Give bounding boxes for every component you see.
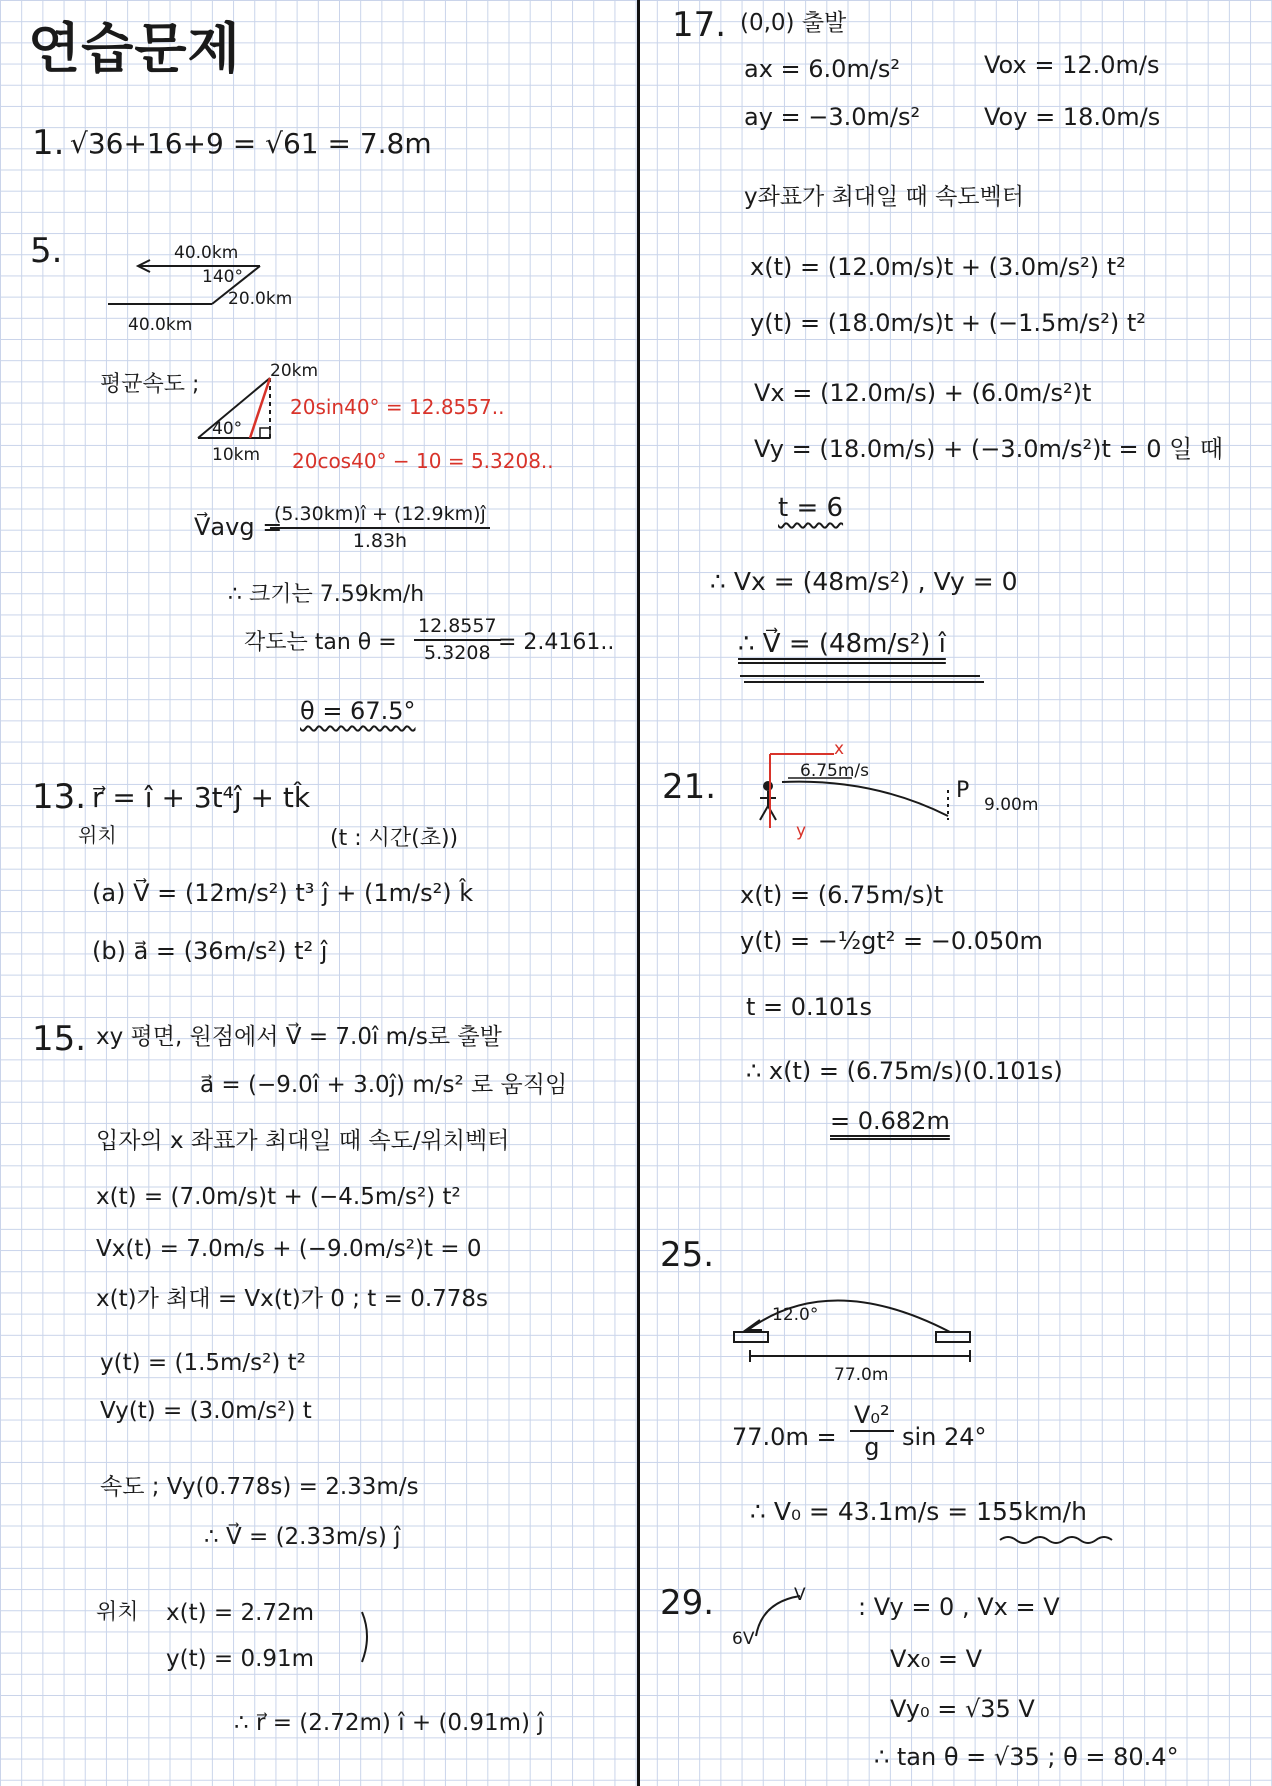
problem-25-numerator: V₀² bbox=[850, 1402, 894, 1432]
problem-15-xpos: x(t) = 2.72m bbox=[166, 1600, 315, 1626]
problem-15-ypos: y(t) = 0.91m bbox=[166, 1646, 315, 1672]
problem-21-result: = 0.682m bbox=[830, 1107, 950, 1135]
problem-17-result-1: ∴ Vx = (48m/s²) , Vy = 0 bbox=[710, 567, 1018, 596]
page-title: 연습문제 bbox=[28, 17, 241, 80]
problem-29-line4: ∴ tan θ = √35 ; θ = 80.4° bbox=[874, 1743, 1179, 1771]
brace-icon bbox=[358, 1608, 378, 1668]
axis-y-label: y bbox=[796, 821, 807, 841]
vavg-lhs: V⃗avg = bbox=[194, 513, 283, 541]
problem-21-speed-label: 6.75m/s bbox=[800, 761, 869, 781]
problem-13-position-label: 위치 bbox=[78, 823, 117, 847]
problem-21-projectile-figure bbox=[752, 740, 962, 840]
avg-velocity-label: 평균속도 ; bbox=[100, 372, 200, 397]
problem-13-part-a: (a) V⃗ = (12m/s²) t³ ĵ + (1m/s²) k̂ bbox=[92, 879, 474, 907]
red-annotation-2: 20cos40° − 10 = 5.3208.. bbox=[292, 449, 554, 473]
fig-label-angle: 140° bbox=[202, 267, 243, 287]
problem-17-ay: ay = −3.0m/s² bbox=[744, 103, 921, 131]
answer-underline-wavy bbox=[998, 1534, 1128, 1546]
problem-17-yt: y(t) = (18.0m/s)t + (−1.5m/s²) t² bbox=[750, 309, 1146, 337]
direction-numerator: 12.8557 bbox=[414, 616, 501, 641]
vavg-denominator: 1.83h bbox=[352, 529, 408, 552]
problem-17-result-2: ∴ V⃗ = (48m/s²) î bbox=[738, 629, 946, 659]
problem-21-number: 21. bbox=[662, 767, 717, 807]
problem-15-yt: y(t) = (1.5m/s²) t² bbox=[100, 1350, 306, 1376]
problem-25-launch-figure bbox=[730, 1280, 1000, 1370]
problem-15-xt: x(t) = (7.0m/s)t + (−4.5m/s²) t² bbox=[96, 1184, 461, 1210]
problem-15-line3: 입자의 x 좌표가 최대일 때 속도/위치벡터 bbox=[96, 1128, 510, 1154]
problem-15-line2: a⃗ = (−9.0î + 3.0ĵ) m/s² 로 움직임 bbox=[200, 1072, 568, 1098]
problem-13-time-note: (t : 시간(초)) bbox=[330, 826, 459, 851]
problem-25-denominator: g bbox=[864, 1433, 880, 1462]
fig-label-bottom: 40.0km bbox=[128, 315, 193, 335]
problem-21-calc: ∴ x(t) = (6.75m/s)(0.101s) bbox=[746, 1057, 1063, 1085]
direction-fraction bbox=[414, 616, 501, 664]
problem-15-vyt: Vy(t) = (3.0m/s²) t bbox=[100, 1398, 312, 1424]
problem-17-xt: x(t) = (12.0m/s)t + (3.0m/s²) t² bbox=[750, 253, 1126, 281]
direction-denominator: 5.3208 bbox=[424, 641, 491, 664]
problem-15-position-vector: ∴ r⃗ = (2.72m) î + (0.91m) ĵ bbox=[234, 1710, 544, 1736]
problem-13-number: 13. bbox=[32, 777, 87, 817]
problem-29-line3: Vy₀ = √35 V bbox=[890, 1695, 1035, 1723]
problem-13-equation: r⃗ = î + 3t⁴ĵ + tk̂ bbox=[92, 781, 311, 814]
problem-29-line1: : Vy = 0 , Vx = V bbox=[858, 1593, 1060, 1621]
problem-17-vy: Vy = (18.0m/s) + (−3.0m/s²)t = 0 일 때 bbox=[754, 435, 1224, 463]
problem-17-vx: Vx = (12.0m/s) + (6.0m/s²)t bbox=[754, 379, 1092, 407]
direction-result: = 2.4161.. bbox=[498, 630, 615, 655]
problem-17-voy: Voy = 18.0m/s bbox=[984, 103, 1161, 131]
problem-25-number: 25. bbox=[660, 1235, 715, 1275]
problem-17-start: (0,0) 출발 bbox=[740, 10, 847, 36]
direction-prefix: 각도는 tan θ = bbox=[244, 630, 397, 655]
magnitude-line: ∴ 크기는 7.59km/h bbox=[228, 582, 425, 607]
problem-21-distance: 9.00m bbox=[984, 795, 1039, 815]
problem-21-xt: x(t) = (6.75m/s)t bbox=[740, 881, 944, 909]
theta-answer: θ = 67.5° bbox=[300, 697, 416, 725]
problem-29-line2: Vx₀ = V bbox=[890, 1645, 983, 1673]
vavg-fraction bbox=[270, 504, 490, 552]
problem-25-eq-lhs: 77.0m = bbox=[732, 1423, 837, 1451]
problem-17-vox: Vox = 12.0m/s bbox=[984, 51, 1160, 79]
problem-29-v-label: V bbox=[794, 1585, 806, 1605]
tri-label-hyp: 20km bbox=[270, 361, 319, 381]
point-p-label: P bbox=[956, 778, 970, 803]
fig-label-side: 20.0km bbox=[228, 289, 293, 309]
problem-15-vxt: Vx(t) = 7.0m/s + (−9.0m/s²)t = 0 bbox=[96, 1236, 482, 1262]
fig-label-top: 40.0km bbox=[174, 243, 239, 263]
red-annotation-1: 20sin40° = 12.8557.. bbox=[290, 395, 505, 419]
problem-21-t: t = 0.101s bbox=[746, 993, 872, 1021]
problem-29-6v-label: 6V bbox=[732, 1629, 755, 1649]
vavg-numerator: (5.30km)î + (12.9km)ĵ bbox=[270, 504, 490, 529]
problem-25-fraction bbox=[850, 1402, 894, 1461]
problem-15-position-label: 위치 bbox=[96, 1600, 139, 1625]
problem-25-result: ∴ V₀ = 43.1m/s = 155km/h bbox=[750, 1497, 1087, 1526]
problem-1-expression: √36+16+9 = √61 = 7.8m bbox=[70, 127, 432, 160]
problem-15-xmax: x(t)가 최대 = Vx(t)가 0 ; t = 0.778s bbox=[96, 1286, 489, 1312]
problem-5-number: 5. bbox=[30, 231, 63, 271]
tri-label-angle: 40° bbox=[212, 419, 243, 439]
problem-25-eq-rhs: sin 24° bbox=[902, 1423, 987, 1451]
problem-21-yt: y(t) = −½gt² = −0.050m bbox=[740, 927, 1043, 955]
problem-15-speed: 속도 ; Vy(0.778s) = 2.33m/s bbox=[100, 1474, 419, 1500]
problem-15-velocity-vector: ∴ V⃗ = (2.33m/s) ĵ bbox=[204, 1524, 401, 1550]
problem-17-ax: ax = 6.0m/s² bbox=[744, 55, 901, 83]
problem-15-number: 15. bbox=[32, 1019, 87, 1059]
tri-label-base: 10km bbox=[212, 445, 261, 465]
problem-25-angle: 12.0° bbox=[772, 1305, 819, 1325]
answer-underline bbox=[740, 672, 990, 686]
problem-17-condition: y좌표가 최대일 때 속도벡터 bbox=[744, 184, 1024, 210]
axis-x-label: x bbox=[834, 739, 845, 759]
page-divider bbox=[637, 0, 640, 1786]
problem-15-line1: xy 평면, 원점에서 V⃗ = 7.0î m/s로 출발 bbox=[96, 1024, 502, 1050]
problem-25-range: 77.0m bbox=[834, 1365, 889, 1385]
problem-13-part-b: (b) a⃗ = (36m/s²) t² ĵ bbox=[92, 937, 328, 965]
problem-1-number: 1. bbox=[32, 123, 65, 163]
problem-17-number: 17. bbox=[672, 5, 727, 45]
problem-29-number: 29. bbox=[660, 1583, 715, 1623]
problem-17-t: t = 6 bbox=[778, 493, 844, 523]
